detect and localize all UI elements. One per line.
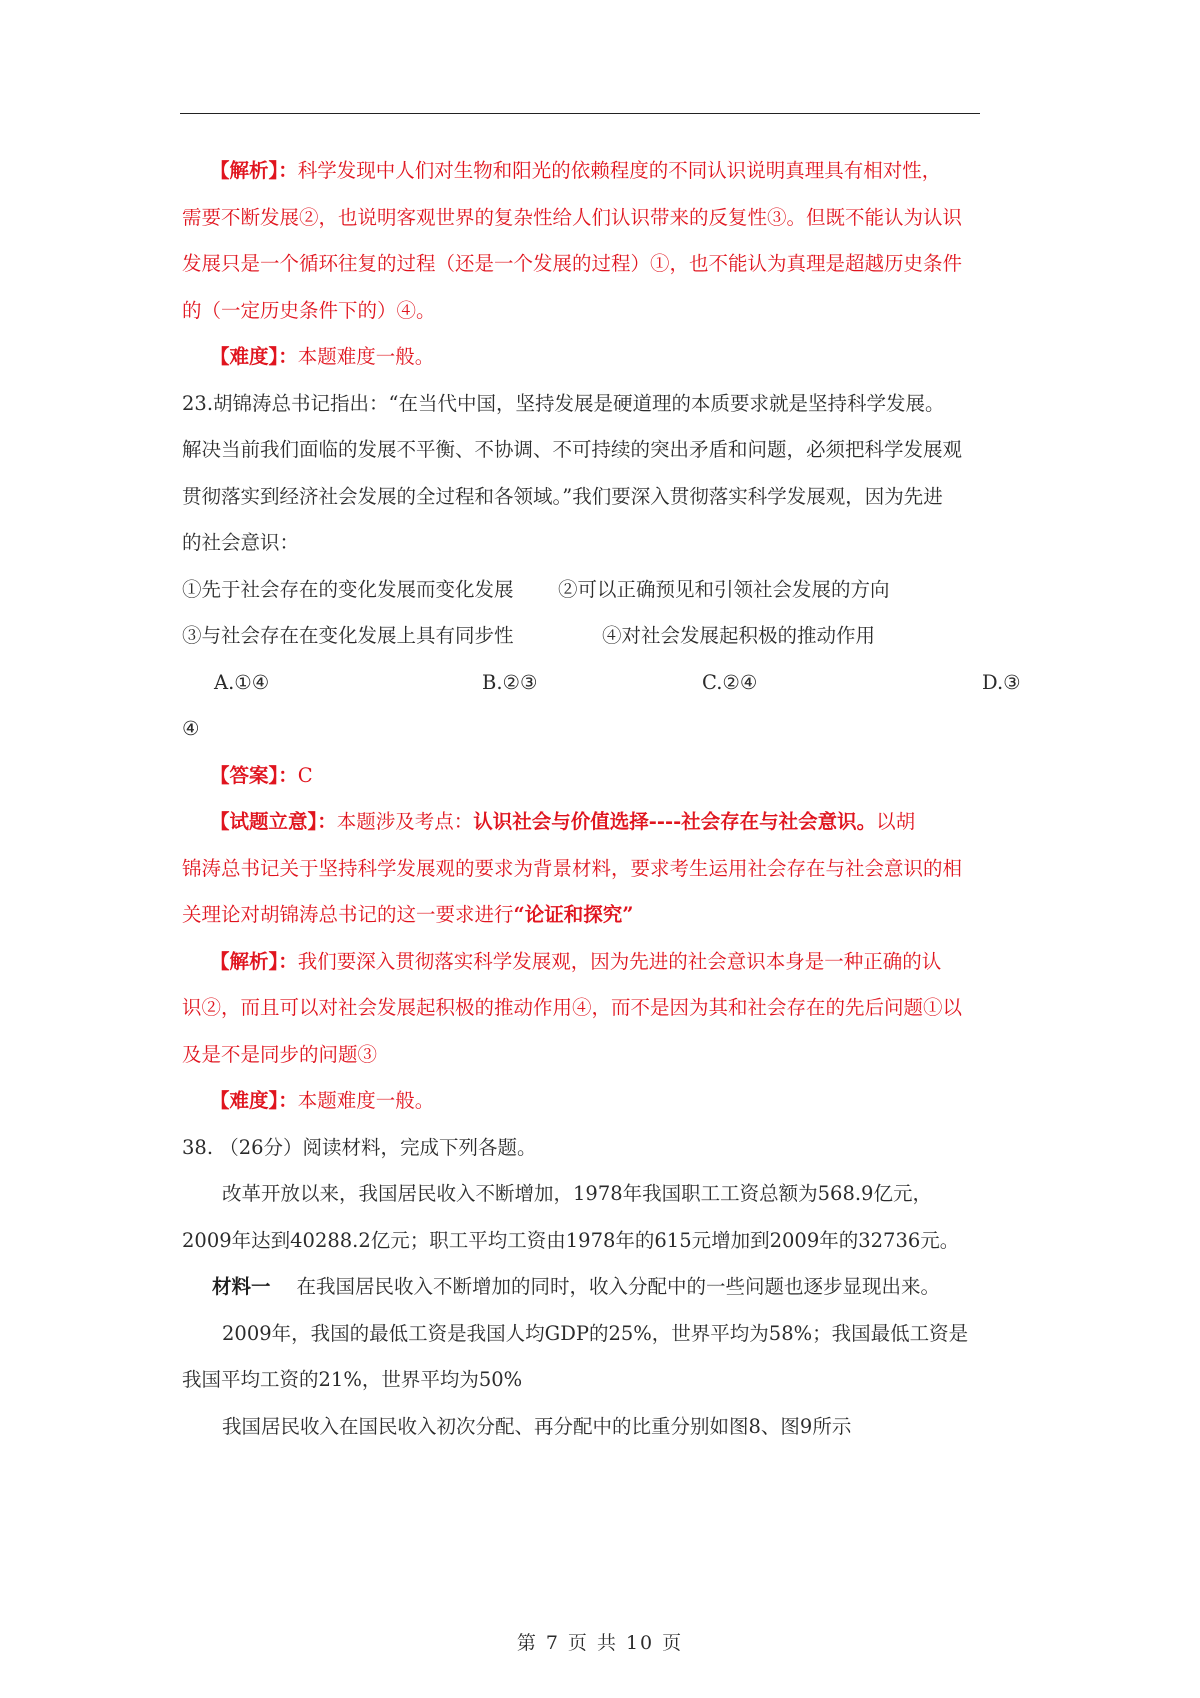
q23-option-d-wrap: ④ xyxy=(182,717,200,740)
q23-option-b: B.②③ xyxy=(482,670,538,694)
page-content xyxy=(182,148,1030,1450)
q38-p1-line-2: 2009年达到40288.2亿元；职工平均工资由1978年的615元增加到2009年的32736元。 xyxy=(182,1228,960,1252)
q23-option-c: C.②④ xyxy=(702,670,758,694)
header-rule xyxy=(180,113,980,114)
q38-p1-line-1: 改革开放以来，我国居民收入不断增加，1978年我国职工工资总额为568.9亿元， xyxy=(222,1182,932,1205)
q23-analysis-line-1: 【解析】：我们要深入贯彻落实科学发展观，因为先进的社会意识本身是一种正确的认 xyxy=(210,949,942,973)
q38-p2-line-1: 2009年，我国的最低工资是我国人均GDP的25%，世界平均为58%；我国最低工资是 xyxy=(222,1321,969,1345)
q23-intent-line-3: 关理论对胡锦涛总书记的这一要求进行“论证和探究” xyxy=(182,903,634,926)
q38-header: 38. （26分）阅读材料，完成下列各题。 xyxy=(182,1135,537,1159)
page-total: 10 xyxy=(625,1632,655,1654)
q23-intent-line-1: 【试题立意】：本题涉及考点：认识社会与价值选择----社会存在与社会意识。以胡 xyxy=(210,810,916,833)
q23-option-a: A.①④ xyxy=(214,670,270,694)
q23-analysis-line-2: 识②，而且可以对社会发展起积极的推动作用④，而不是因为其和社会存在的先后问题①以 xyxy=(182,996,963,1019)
q23-items-row-2 xyxy=(182,613,1030,660)
q23-answer-value: C xyxy=(297,763,313,787)
q38-material-1: 材料一 在我国居民收入不断增加的同时，收入分配中的一些问题也逐步显现出来。 xyxy=(212,1275,941,1298)
q23-stem-line-1: 23.胡锦涛总书记指出：“在当代中国，坚持发展是硬道理的本质要求就是坚持科学发展。 xyxy=(182,391,945,415)
q22-analysis-label: 【解析】 xyxy=(210,159,279,182)
q22-difficulty: 【难度】：本题难度一般。 xyxy=(210,345,435,368)
q23-item-1: ①先于社会存在的变化发展而变化发展 xyxy=(182,577,514,601)
q23-items-row-1 xyxy=(182,567,1030,614)
q23-answer: 【答案】：C xyxy=(210,763,313,787)
q23-item-3: ③与社会存在在变化发展上具有同步性 xyxy=(182,624,514,647)
q23-intent-line-2: 锦涛总书记关于坚持科学发展观的要求为背景材料，要求考生运用社会存在与社会意识的相 xyxy=(182,856,963,880)
page-number: 7 xyxy=(545,1632,560,1654)
q23-stem-line-2: 解决当前我们面临的发展不平衡、不协调、不可持续的突出矛盾和问题，必须把科学发展观 xyxy=(182,438,963,461)
q23-analysis-line-3: 及是不是同步的问题③ xyxy=(182,1042,378,1066)
q38-p2-line-2: 我国平均工资的21%，世界平均为50% xyxy=(182,1368,523,1391)
q23-options-row xyxy=(182,660,1030,707)
q23-difficulty: 【难度】：本题难度一般。 xyxy=(210,1089,435,1112)
q22-analysis-line-3: 发展只是一个循环往复的过程（还是一个发展的过程）①，也不能认为真理是超越历史条件 xyxy=(182,252,963,275)
q22-analysis-line-1: 【解析】：科学发现中人们对生物和阳光的依赖程度的不同认识说明真理具有相对性， xyxy=(210,159,942,182)
q22-analysis-line-2: 需要不断发展②，也说明客观世界的复杂性给人们认识带来的反复性③。但既不能认为认识 xyxy=(182,205,963,229)
material-label: 材料一 xyxy=(212,1275,271,1298)
q23-item-2: ②可以正确预见和引领社会发展的方向 xyxy=(558,577,890,601)
q23-option-d: D.③ xyxy=(982,670,1021,694)
page-footer: 第 7 页 共 10 页 xyxy=(516,1632,684,1654)
q23-item-4: ④对社会发展起积极的推动作用 xyxy=(602,624,876,647)
q23-stem-line-3: 贯彻落实到经济社会发展的全过程和各领域。”我们要深入贯彻落实科学发展观，因为先进 xyxy=(182,484,943,508)
q23-stem-line-4: 的社会意识： xyxy=(182,531,300,554)
q38-p3: 我国居民收入在国民收入初次分配、再分配中的比重分别如图8、图9所示 xyxy=(222,1414,852,1438)
q22-analysis-line-4: 的（一定历史条件下的）④。 xyxy=(182,298,436,322)
